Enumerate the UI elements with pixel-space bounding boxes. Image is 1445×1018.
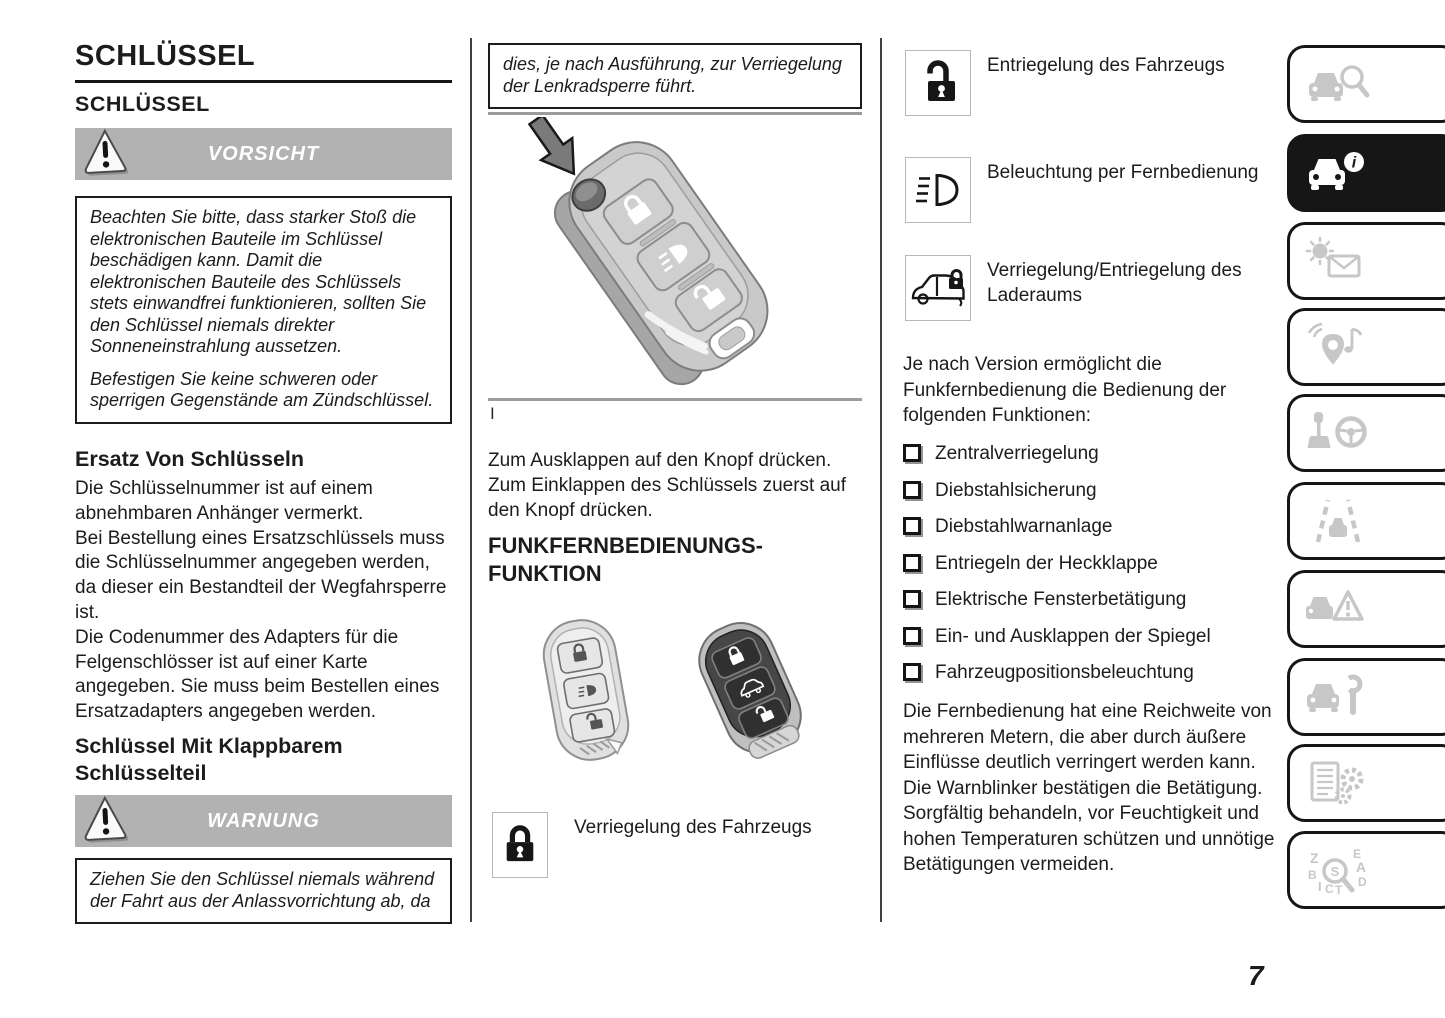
sidebar-tab-driving-controls[interactable] [1287,394,1445,472]
headlight-beam-icon [905,157,971,223]
gear-lever-steering-icon [1302,408,1374,458]
car-wrench-icon [1302,672,1374,722]
square-bullet-icon [903,663,921,681]
unlock-legend-label: Entriegelung des Fahrzeugs [987,55,1225,76]
caution-label: VORSICHT [207,143,320,165]
sidebar-tab-emergency[interactable] [1287,570,1445,648]
sidebar-tab-technical-data[interactable] [1287,744,1445,822]
remote-range-note: Die Fernbedienung hat eine Reichweite von mehreren Metern, die aber durch äußere Einflüsse deutlich verringert werden kann. [903,701,1272,773]
lighting-legend-row [905,157,1277,223]
list-item: Ein- und Ausklappen der Spiegel [903,624,1281,649]
remote-keys-illustration [488,606,862,774]
square-bullet-icon [903,590,921,608]
sidebar-tab-vehicle-exterior-search[interactable] [1287,45,1445,123]
figure-rule-top [488,112,862,115]
remote-notes [903,699,1281,878]
svg-text:D: D [1358,875,1367,889]
list-item: Entriegeln der Heckklappe [903,551,1281,576]
svg-text:T: T [1335,883,1343,895]
warning-triangle-icon [78,790,131,851]
replacement-p2: Bei Bestellung eines Ersatzschlüssels muss die Schlüsselnummer angegeben werden, da dieser ein Bestandteil der Wegfahrsperre ist. [75,527,447,623]
folding-key-heading: Schlüssel Mit Klappbarem Schlüsselteil [75,734,343,785]
lighting-legend-label: Beleuchtung per Fernbedienung [987,162,1259,183]
replacement-p1: Die Schlüsselnummer ist auf einem abnehmbaren Anhänger vermerkt. [75,478,373,524]
svg-text:B: B [1308,868,1317,882]
svg-text:A: A [1356,859,1367,875]
page-number: 7 [1248,960,1264,991]
section-title: SCHLÜSSEL [75,92,210,116]
caution-text-2: Befestigen Sie keine schweren oder sperrigen Gegenstände am Zündschlüssel. [90,368,434,410]
warning-label: WARNUNG [207,810,320,832]
column-divider [470,38,472,922]
caution-note-box [75,196,452,424]
warning-triangle-icon [78,123,131,184]
svg-text:E: E [1353,847,1362,861]
steering-lock-note: dies, je nach Ausführung, zur Verriegelung der Lenkradsperre führt. [503,54,842,96]
lock-icon [492,812,548,878]
hazard-confirm-note: Die Warnblinker bestätigen die Betätigung. [903,777,1263,799]
care-note: Sorgfältig behandeln, vor Feuchtigkeit und hohen Temperaturen schützen und unnötige Betätigungen vermeiden. [903,803,1275,875]
unlock-legend-row [905,50,1277,116]
index-search-icon [1302,845,1374,895]
boot-legend-row [905,255,1277,321]
sidebar-tab-vehicle-info[interactable] [1287,134,1445,212]
svg-text:I: I [1318,879,1322,894]
square-bullet-icon [903,481,921,499]
list-gears-icon [1302,758,1374,808]
sidebar-tab-warning-lights-messages[interactable] [1287,222,1445,300]
functions-list [903,441,1281,697]
list-item: Zentralverriegelung [903,441,1281,466]
column-divider [880,38,882,922]
sidebar-tab-driver-assistance[interactable] [1287,482,1445,560]
car-info-icon [1302,148,1374,198]
sidebar-tab-alphabetical-index[interactable] [1287,831,1445,909]
figure-caption: I [490,404,495,423]
car-warning-triangle-icon [1302,584,1374,634]
replacement-heading: Ersatz Von Schlüsseln [75,447,305,471]
boot-lock-icon [905,255,971,321]
page-title: SCHLÜSSEL [75,40,256,72]
flip-key-illustration [488,117,862,395]
sidebar-tab-maintenance[interactable] [1287,658,1445,736]
title-rule [75,80,452,83]
list-item: Diebstahlsicherung [903,478,1281,503]
fold-instructions: Zum Ausklappen auf den Knopf drücken. Zum Einklappen des Schlüssels zuerst auf den Knopf drücken. [488,450,847,521]
warning-banner [75,795,452,847]
svg-text:i: i [1351,154,1357,172]
square-bullet-icon [903,554,921,572]
lane-assist-icon [1302,496,1374,546]
figure-rule-bottom [488,398,862,401]
list-item: Elektrische Fensterbetätigung [903,587,1281,612]
warning-note-box [75,858,452,924]
car-search-icon [1302,59,1374,109]
replacement-text [75,477,455,725]
functions-intro: Je nach Version ermöglicht die Funkfernbedienung die Bedienung der folgenden Funktionen: [903,354,1227,426]
steering-lock-note-box [488,43,862,109]
navigation-audio-icon [1302,322,1374,372]
svg-text:Z: Z [1310,850,1319,866]
svg-text:S: S [1330,864,1340,879]
lock-legend-label: Verriegelung des Fahrzeugs [574,817,812,838]
square-bullet-icon [903,627,921,645]
square-bullet-icon [903,517,921,535]
warning-text: Ziehen Sie den Schlüssel niemals während der Fahrt aus der Anlassvorrichtung ab, da [90,869,435,911]
square-bullet-icon [903,444,921,462]
replacement-p3: Die Codenummer des Adapters für die Felgenschlösser ist auf einer Karte angegeben. Sie muss beim Bestellen eines Ersatzadapters angegeben werden. [75,626,440,723]
list-item: Fahrzeugpositionsbeleuchtung [903,660,1281,685]
sidebar-tab-audio-navigation[interactable] [1287,308,1445,386]
unlock-icon [905,50,971,116]
warning-light-message-icon [1302,236,1374,286]
caution-text-1: Beachten Sie bitte, dass starker Stoß die elektronischen Bauteile im Schlüssel beschädigen kann. Damit die elektronischen Bauteile des Schlüssels stets einwandfrei funktionieren, sollten Sie den Schlüssel niemals direkter Sonneneinstrahlung aussetzen. [90,207,427,356]
caution-banner [75,128,452,180]
lock-legend-row [492,812,864,878]
list-item: Diebstahlwarnanlage [903,514,1281,539]
svg-text:C: C [1325,882,1334,895]
remote-function-heading: FUNKFERNBEDIENUNGS-FUNKTION [488,533,763,586]
boot-legend-label: Verriegelung/Entriegelung des Laderaums [987,260,1242,306]
